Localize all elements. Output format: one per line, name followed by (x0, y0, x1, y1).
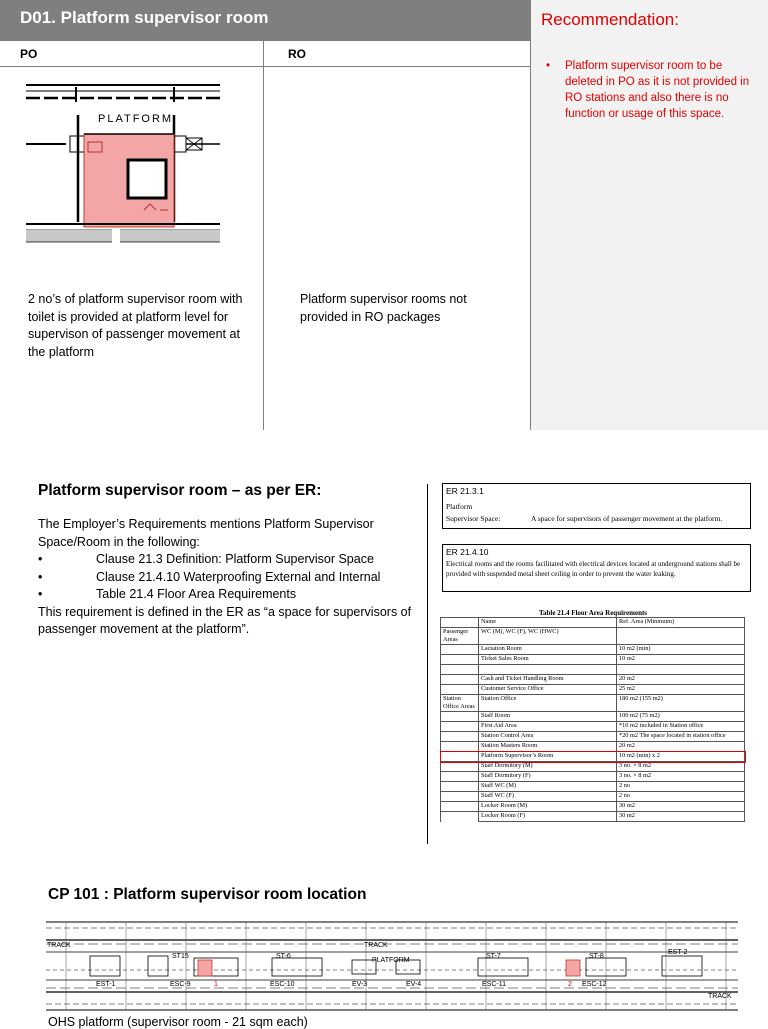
table-cell (479, 665, 617, 675)
header-divider (0, 40, 531, 41)
table-cell (441, 812, 479, 822)
table-row (441, 772, 745, 782)
table-cell: Station Office Areas (441, 695, 479, 712)
cp101-caption: OHS platform (supervisor room - 21 sqm each) (48, 1015, 308, 1029)
table-cell: 20 m2 (617, 742, 745, 752)
table-cell: Platform Supervisor’s Room (479, 752, 617, 762)
floor-table-header-cell: Name (479, 618, 617, 628)
table-row (441, 762, 745, 772)
table-cell (441, 792, 479, 802)
table-row (441, 782, 745, 792)
table-row (441, 675, 745, 685)
plan-label: ESC-9 (170, 981, 191, 988)
table-cell: 100 m2 (75 m2) (617, 712, 745, 722)
plan-label: ESC-10 (270, 981, 295, 988)
table-cell: Station Control Area (479, 732, 617, 742)
bullet-icon: • (38, 587, 43, 601)
table-row (441, 712, 745, 722)
er-21-4-10-ref: ER 21.4.10 (446, 547, 489, 557)
table-cell: 3 no. × 8 m2 (617, 772, 745, 782)
plan-label: EV-4 (406, 981, 422, 988)
table-cell (441, 655, 479, 665)
table-cell: WC (M), WC (F), WC (HWC) (479, 628, 617, 645)
table-cell: Customer Service Office (479, 685, 617, 695)
recommendation-title: Recommendation: (541, 10, 679, 29)
cp101-title: CP 101 : Platform supervisor room location (48, 886, 367, 903)
table-cell: *10 m2 included in Station office (617, 722, 745, 732)
table-row (441, 695, 745, 712)
table-cell: 180 m2 (155 m2) (617, 695, 745, 712)
er-21-4-10-text: Electrical rooms and the rooms facilitated with electrical devices located at underground stations shall be provided with suspended metal sheet ceiling in order to prevent the water leaking. (446, 560, 741, 578)
table-cell (441, 802, 479, 812)
plan-marker: 1 (214, 981, 218, 988)
panel-divider (530, 0, 531, 430)
bullet-icon: • (546, 60, 551, 72)
table-cell: 2 no (617, 782, 745, 792)
table-cell: Passenger Areas (441, 628, 479, 645)
plan-label: EV-3 (352, 981, 368, 988)
er-21-3-1-box (442, 483, 751, 529)
table-cell (441, 645, 479, 655)
supervisor-room-2 (566, 960, 580, 976)
table-row (441, 732, 745, 742)
table-row (441, 752, 745, 762)
table-cell (441, 722, 479, 732)
recommendation-text (548, 58, 758, 122)
po-column-header: PO (20, 47, 38, 61)
supervisor-room-1 (198, 960, 212, 976)
table-cell: Locker Room (F) (479, 812, 617, 822)
table-cell: Station Office (479, 695, 617, 712)
bullet-icon: • (38, 569, 43, 584)
table-cell: Staff WC (F) (479, 792, 617, 802)
table-cell: Staff Dormitory (F) (479, 772, 617, 782)
table-row (441, 665, 745, 675)
table-row (441, 812, 745, 822)
slide-title: D01. Platform supervisor room (20, 8, 269, 27)
table-cell: Station Masters Room (479, 742, 617, 752)
er-21-3-1-term: Platform Supervisor Space: (446, 502, 501, 523)
table-cell (441, 675, 479, 685)
bullet-icon: • (38, 552, 43, 566)
table-cell: First Aid Area (479, 722, 617, 732)
table-row (441, 742, 745, 752)
plan-track-label: TRACK (708, 993, 732, 1000)
platform-label: PLATFORM (98, 113, 174, 125)
table-row (441, 792, 745, 802)
column-header-divider (0, 66, 531, 67)
plan-label: EST-1 (96, 981, 116, 988)
table-cell (441, 752, 479, 762)
table-cell: 2 no (617, 792, 745, 802)
table-cell: Lactation Room (479, 645, 617, 655)
plan-label: EST-2 (668, 949, 688, 956)
er-21-3-1-ref: ER 21.3.1 (446, 486, 484, 496)
table-row (441, 655, 745, 665)
table-row (441, 645, 745, 655)
table-cell (617, 628, 745, 645)
plan-marker: 2 (568, 981, 572, 988)
plan-track-label: TRACK (364, 942, 388, 949)
ro-description: Platform supervisor rooms not provided in RO packages (300, 292, 467, 324)
table-cell: Cash and Ticket Handling Room (479, 675, 617, 685)
table-cell: 20 m2 (617, 675, 745, 685)
er-21-4-10-box (442, 544, 751, 592)
table-cell: 10 m2 (min) (617, 645, 745, 655)
table-cell (441, 665, 479, 675)
recommendation-body: Platform supervisor room to be deleted in PO as it is not provided in RO stations and also there is no function or usage of this space. (565, 60, 750, 120)
table-row (441, 685, 745, 695)
table-cell: 30 m2 (617, 802, 745, 812)
plan-platform-label: PLATFORM (372, 957, 410, 964)
er-intro: The Employer’s Requirements mentions Platform Supervisor Space/Room in the following: (38, 517, 374, 549)
er-conclusion: This requirement is defined in the ER as “a space for supervisors of passenger movement at the platform”. (38, 604, 412, 636)
table-cell: Staff Room (479, 712, 617, 722)
plan-label: ST-6 (276, 953, 291, 960)
er-bullet-item: • Clause 21.3 Definition: Platform Supervisor Space (38, 551, 418, 569)
cp101-platform-plan (46, 918, 738, 1014)
table-cell: 30 m2 (617, 812, 745, 822)
plan-label: ST-8 (589, 953, 604, 960)
floor-area-table (440, 617, 745, 822)
er-divider (427, 484, 428, 844)
table-cell (441, 712, 479, 722)
table-row (441, 628, 745, 645)
plan-label: ST-7 (486, 953, 501, 960)
plan-label: ST15 (172, 953, 189, 960)
floor-table-header-cell: Ref. Area (Minimum) (617, 618, 745, 628)
table-cell (441, 782, 479, 792)
table-cell (441, 732, 479, 742)
ro-column-header: RO (288, 47, 306, 61)
table-cell (441, 685, 479, 695)
er-bullet-item: • Table 21.4 Floor Area Requirements (38, 586, 418, 604)
table-cell: Staff Dormitory (M) (479, 762, 617, 772)
table-cell (441, 772, 479, 782)
table-row (441, 802, 745, 812)
table-cell: Locker Room (M) (479, 802, 617, 812)
table-cell (617, 665, 745, 675)
table-cell: 3 no. × 8 m2 (617, 762, 745, 772)
po-platform-drawing (26, 82, 220, 248)
er-bullet-item: • Clause 21.4.10 Waterproofing External and Internal (38, 569, 418, 587)
po-description: 2 no’s of platform supervisor room with toilet is provided at platform level for supervison of passenger movement at the platform (28, 292, 243, 359)
floor-table-wrap (440, 617, 745, 822)
er-21-3-1-definition: A space for supervisors of passenger movement at the platform. (531, 514, 723, 523)
er-section-title: Platform supervisor room – as per ER: (38, 482, 322, 499)
plan-label: ESC-11 (482, 981, 506, 988)
er-section-body (38, 516, 418, 639)
table-cell (441, 762, 479, 772)
table-cell: 10 m2 (min) x 2 (617, 752, 745, 762)
table-row (441, 722, 745, 732)
floor-table-title: Table 21.4 Floor Area Requirements (538, 609, 648, 617)
table-cell: Staff WC (M) (479, 782, 617, 792)
plan-label: ESC-12 (582, 981, 607, 988)
table-cell: Ticket Sales Room (479, 655, 617, 665)
table-cell: *20 m2 The space located in station office (617, 732, 745, 742)
table-cell (441, 742, 479, 752)
plan-track-label: TRACK (47, 942, 71, 949)
column-divider (263, 40, 264, 430)
floor-table-header-cell (441, 618, 479, 628)
table-cell: 10 m2 (617, 655, 745, 665)
table-cell: 25 m2 (617, 685, 745, 695)
floor-table-header-row (441, 618, 745, 628)
